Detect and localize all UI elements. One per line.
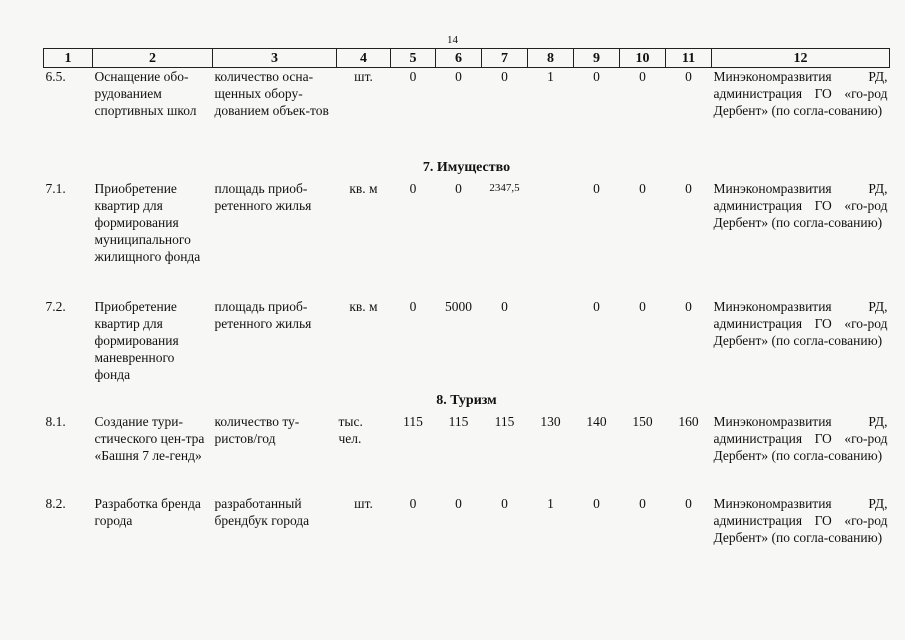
column-number-header (44, 49, 890, 68)
value-col-5: 0 (409, 69, 417, 84)
page-number: 14 (447, 34, 458, 46)
row-index: 8.1. (45, 413, 66, 429)
value-col-9: 0 (593, 298, 600, 314)
responsible-party: Минэкономразвития РД, администрация ГО «го-род Дербент» (по согла-сованию) (713, 495, 888, 545)
section-heading-row (44, 388, 890, 413)
value-col-8: 1 (547, 495, 554, 511)
section-title: 7. Имущество (422, 159, 511, 175)
table-row (44, 413, 890, 495)
indicator-name: площадь приоб-ретенного жилья (214, 180, 312, 213)
indicator-name: площадь приоб-ретенного жилья (214, 298, 312, 331)
value-col-10: 150 (632, 413, 653, 429)
row-index: 8.2. (45, 495, 66, 511)
unit: кв. м (349, 298, 378, 314)
value-col-6: 0 (455, 69, 462, 84)
table-row (44, 180, 890, 298)
value-col-8: 130 (540, 413, 561, 429)
row-index: 7.1. (45, 180, 66, 196)
col-header-2: 2 (93, 49, 213, 68)
value-col-10: 0 (639, 180, 646, 196)
value-col-9: 0 (593, 495, 600, 511)
unit: шт. (354, 69, 373, 84)
measure-name: Оснащение обо-рудованием спортивных школ (94, 69, 197, 118)
section-title: 8. Туризм (436, 392, 497, 408)
measure-name: Разработка бренда города (94, 495, 201, 528)
value-col-7: 115 (494, 413, 515, 429)
value-col-6: 5000 (445, 298, 472, 314)
value-col-11: 0 (685, 180, 692, 196)
col-header-10: 10 (620, 49, 666, 68)
value-col-10: 0 (639, 69, 646, 84)
value-col-11: 0 (685, 69, 692, 84)
col-header-1: 1 (44, 49, 93, 68)
col-header-4: 4 (337, 49, 391, 68)
value-col-9: 0 (593, 180, 600, 196)
value-col-5: 0 (409, 180, 417, 196)
value-col-6: 0 (455, 495, 462, 511)
value-col-7: 2347,5 (489, 181, 520, 194)
col-header-6: 6 (436, 49, 482, 68)
value-col-6: 0 (455, 180, 462, 196)
value-col-11: 0 (685, 495, 692, 511)
value-col-8 (528, 298, 574, 388)
col-header-12: 12 (712, 49, 890, 68)
measure-name: Создание тури-стического цен-тра «Башня 7 ле-генд» (94, 413, 205, 463)
value-col-10: 0 (639, 495, 646, 511)
responsible-party: Минэкономразвития РД, администрация ГО «го-род Дербент» (по согла-сованию) (713, 413, 888, 463)
indicator-name: разработанный брендбук города (214, 495, 310, 528)
responsible-party: Минэкономразвития РД, администрация ГО «го-род Дербент» (по согла-сованию) (713, 69, 888, 118)
value-col-9: 140 (586, 413, 607, 429)
value-col-10: 0 (639, 298, 646, 314)
section-heading-row (44, 155, 890, 180)
col-header-9: 9 (574, 49, 620, 68)
value-col-7: 0 (501, 495, 508, 511)
value-col-5: 0 (409, 495, 417, 511)
indicator-name: количество осна-щенных обору-дованием объек-тов (214, 69, 329, 118)
measure-name: Приобретение квартир для формирования маневренного фонда (94, 298, 179, 382)
value-col-8 (528, 180, 574, 298)
col-header-7: 7 (482, 49, 528, 68)
responsible-party: Минэкономразвития РД, администрация ГО «го-род Дербент» (по согла-сованию) (713, 180, 888, 230)
unit: шт. (354, 495, 373, 511)
responsible-party: Минэкономразвития РД, администрация ГО «го-род Дербент» (по согла-сованию) (713, 298, 888, 348)
col-header-8: 8 (528, 49, 574, 68)
row-index: 6.5. (45, 69, 66, 84)
value-col-5: 115 (403, 413, 423, 429)
col-header-5: 5 (391, 49, 436, 68)
value-col-5: 0 (409, 298, 417, 314)
table-row (44, 68, 890, 155)
program-indicators-table (43, 48, 890, 575)
value-col-8: 1 (547, 69, 554, 84)
unit: тыс. чел. (338, 413, 363, 446)
row-index: 7.2. (45, 298, 66, 314)
measure-name: Приобретение квартир для формирования муниципального жилищного фонда (94, 180, 201, 264)
value-col-6: 115 (448, 413, 469, 429)
col-header-3: 3 (213, 49, 337, 68)
col-header-11: 11 (666, 49, 712, 68)
value-col-11: 160 (678, 413, 699, 429)
indicator-name: количество ту-ристов/год (214, 413, 300, 446)
table-row (44, 495, 890, 575)
table-row (44, 298, 890, 388)
value-col-11: 0 (685, 298, 692, 314)
unit: кв. м (349, 180, 378, 196)
value-col-7: 0 (501, 298, 508, 314)
value-col-9: 0 (593, 69, 600, 84)
value-col-7: 0 (501, 69, 508, 84)
